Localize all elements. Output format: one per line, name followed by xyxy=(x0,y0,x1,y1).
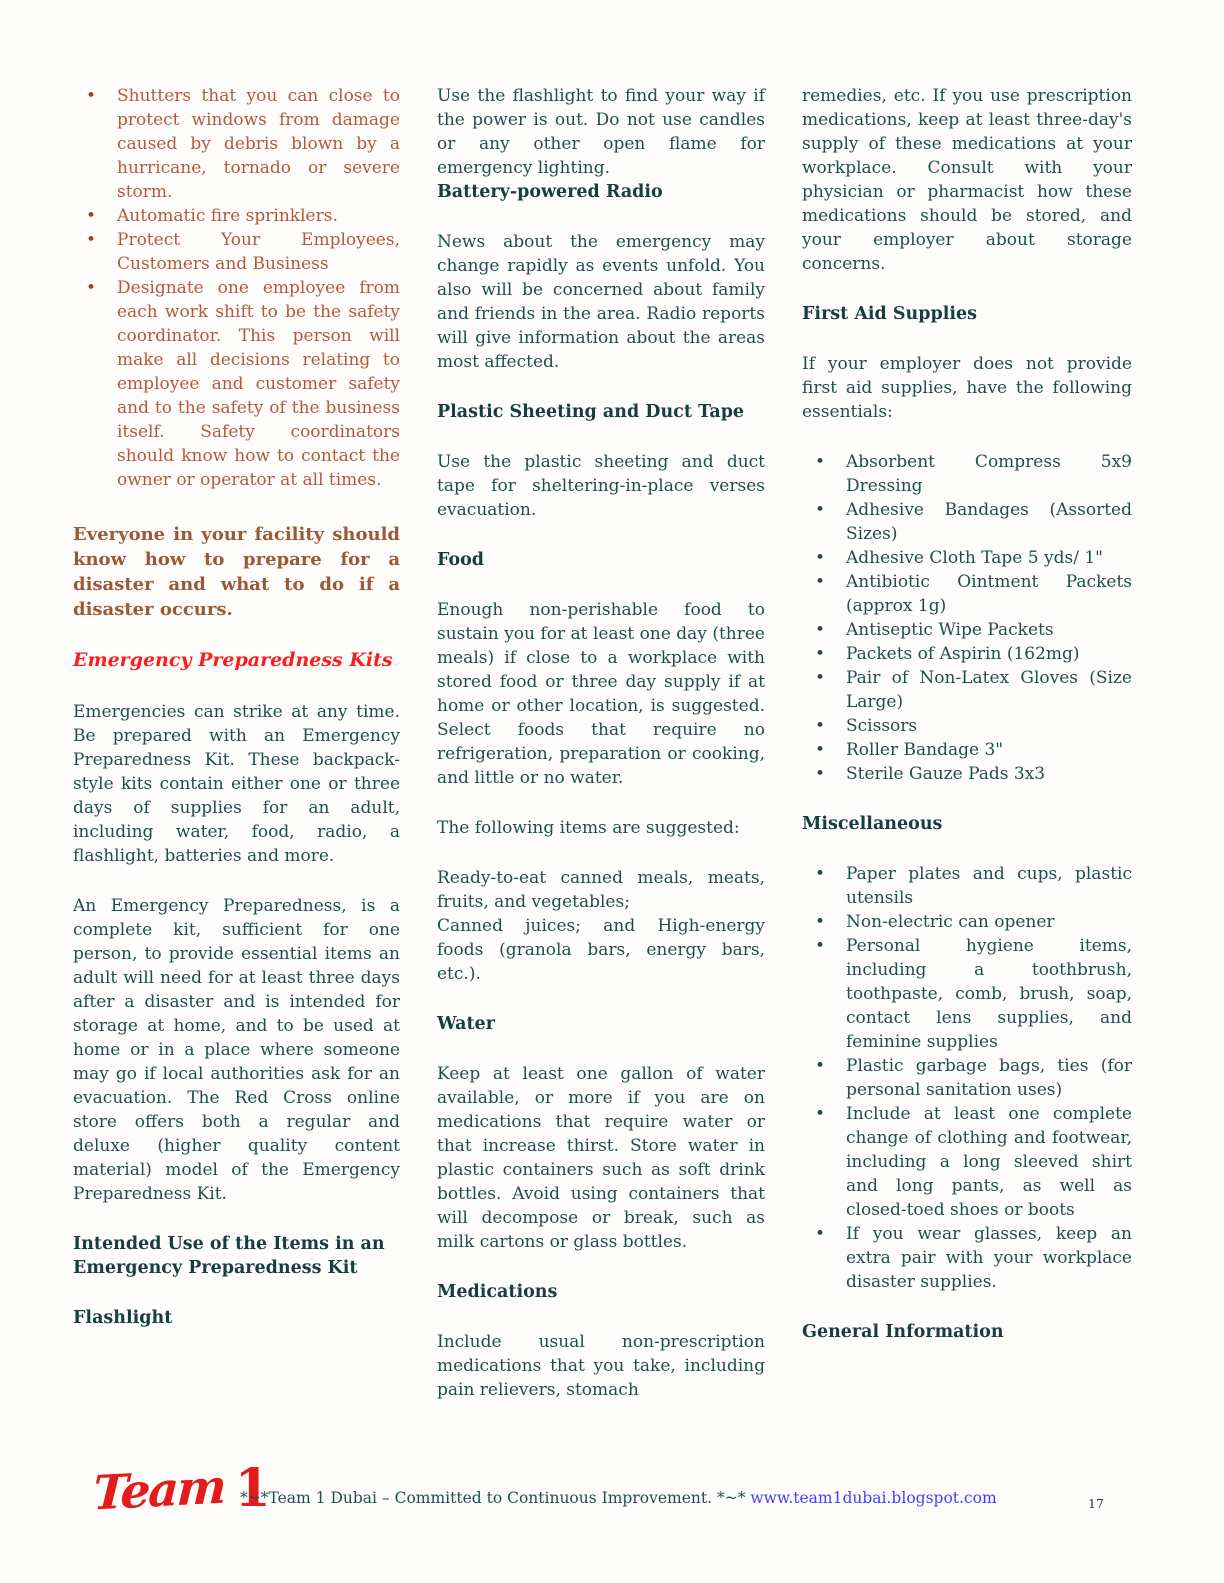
miscellaneous-item: • Include at least one complete change of clothing and footwear, including a long sleeved shirt and long pants, as well as closed-toed shoes or boots xyxy=(802,1102,1132,1222)
heading-food: Food xyxy=(437,550,485,570)
preparedness-bullet-list xyxy=(73,84,400,492)
team1-logo-script: Team xyxy=(91,1459,227,1522)
paragraph-plastic-sheeting: Use the plastic sheeting and duct tape for sheltering-in-place verses evacuation. xyxy=(437,452,765,520)
bullet-item-sprinklers: • Automatic fire sprinklers. xyxy=(73,204,400,228)
bullet-item-shutters: • Shutters that you can close to protect windows from damage caused by debris blown by a hurricane, tornado or severe storm. xyxy=(73,84,400,204)
heading-emergency-preparedness-kits: Emergency Preparedness Kits xyxy=(73,649,393,671)
miscellaneous-item: • Paper plates and cups, plastic utensils xyxy=(802,862,1132,910)
heading-battery-powered-radio: Battery-powered Radio xyxy=(437,182,663,202)
bullet-item-designate: • Designate one employee from each work shift to be the safety coordinator. This person will make all decisions relating to employee and customer safety and to the safety of the business itself. Safety coordinators should know how to contact the owner or operator at all times. xyxy=(73,276,400,492)
middle-column xyxy=(437,84,765,1428)
first-aid-item: • Antibiotic Ointment Packets (approx 1g) xyxy=(802,570,1132,618)
paragraph-items-suggested: The following items are suggested: xyxy=(437,818,740,838)
heading-plastic-sheeting: Plastic Sheeting and Duct Tape xyxy=(437,402,745,422)
left-column xyxy=(73,84,400,1428)
miscellaneous-item: • If you wear glasses, keep an extra pair with your workplace disaster supplies. xyxy=(802,1222,1132,1294)
first-aid-item: • Adhesive Bandages (Assorted Sizes) xyxy=(802,498,1132,546)
paragraph-first-aid-intro: If your employer does not provide first aid supplies, have the following essentials: xyxy=(802,354,1132,422)
bullet-item-protect: • Protect Your Employees, Customers and Business xyxy=(73,228,400,276)
first-aid-item: • Absorbent Compress 5x9 Dressing xyxy=(802,450,1132,498)
first-aid-item: • Sterile Gauze Pads 3x3 xyxy=(802,762,1132,786)
heading-flashlight: Flashlight xyxy=(73,1308,173,1328)
first-aid-item: • Adhesive Cloth Tape 5 yds/ 1" xyxy=(802,546,1132,570)
page-number: 17 xyxy=(1088,1496,1104,1511)
ready-to-eat-line1: Ready-to-eat canned meals, meats, fruits, and vegetables; xyxy=(437,868,765,912)
miscellaneous-item: • Plastic garbage bags, ties (for personal sanitation uses) xyxy=(802,1054,1132,1102)
first-aid-item: • Packets of Aspirin (162mg) xyxy=(802,642,1132,666)
emphasis-paragraph: Everyone in your facility should know how to prepare for a disaster and what to do if a disaster occurs. xyxy=(73,524,400,620)
team1-logo-numeral: 1 xyxy=(234,1458,271,1519)
paragraph-kits-1: Emergencies can strike at any time. Be prepared with an Emergency Preparedness Kit. These backpack-style kits contain either one or three days of supplies for an adult, including water, food, radio, a flashlight, batteries and more. xyxy=(73,702,400,866)
heading-water: Water xyxy=(437,1014,495,1034)
paragraph-flashlight-use: Use the flashlight to find your way if the power is out. Do not use candles or any other open flame for emergency lighting. xyxy=(437,86,765,178)
footer-tagline-text: *~*Team 1 Dubai – Committed to Continuous Improvement. *~* xyxy=(240,1489,746,1507)
paragraph-kits-2: An Emergency Preparedness, is a complete kit, sufficient for one person, to provide essential items an adult will need for at least three days after a disaster and is intended for storage at home, and to be used at home or in a place where someone may go if local authorities ask for an evacuation. The Red Cross online store offers both a regular and deluxe (higher quality content material) model of the Emergency Preparedness Kit. xyxy=(73,896,400,1204)
heading-intended-use: Intended Use of the Items in an Emergency Preparedness Kit xyxy=(73,1234,385,1278)
paragraph-water: Keep at least one gallon of water available, or more if you are on medications that require water or that increase thirst. Store water in plastic containers such as soft drink bottles. Avoid using containers that will decompose or break, such as milk cartons or glass bottles. xyxy=(437,1064,765,1252)
miscellaneous-item: • Non-electric can opener xyxy=(802,910,1132,934)
first-aid-item: • Scissors xyxy=(802,714,1132,738)
footer-blog-link[interactable]: www.team1dubai.blogspot.com xyxy=(750,1489,997,1507)
miscellaneous-list xyxy=(802,862,1132,1294)
paragraph-medications: Include usual non-prescription medications that you take, including pain relievers, stomach xyxy=(437,1332,765,1400)
heading-miscellaneous: Miscellaneous xyxy=(802,814,943,834)
right-column xyxy=(802,84,1132,1428)
paragraph-food: Enough non-perishable food to sustain you for at least one day (three meals) if close to a workplace with stored food or three day supply if at home or other location, is suggested. Select foods that require no refrigeration, preparation or cooking, and little or no water. xyxy=(437,600,765,788)
first-aid-item: • Roller Bandage 3" xyxy=(802,738,1132,762)
heading-medications: Medications xyxy=(437,1282,558,1302)
heading-first-aid-supplies: First Aid Supplies xyxy=(802,304,977,324)
heading-general-information: General Information xyxy=(802,1322,1004,1342)
first-aid-item: • Pair of Non-Latex Gloves (Size Large) xyxy=(802,666,1132,714)
paragraph-ready-to-eat xyxy=(437,866,765,986)
paragraph-remedies: remedies, etc. If you use prescription medications, keep at least three-day's supply of these medications at your workplace. Consult with your physician or pharmacist how these medications should be stored, and your employer about storage concerns. xyxy=(802,86,1132,274)
paragraph-radio-news: News about the emergency may change rapidly as events unfold. You also will be concerned about family and friends in the area. Radio reports will give information about the areas most affected. xyxy=(437,232,765,372)
three-column-layout xyxy=(73,84,1132,1428)
miscellaneous-item: • Personal hygiene items, including a toothbrush, toothpaste, comb, brush, soap, contact lens supplies, and feminine supplies xyxy=(802,934,1132,1054)
footer-tagline xyxy=(240,1489,997,1507)
first-aid-item: • Antiseptic Wipe Packets xyxy=(802,618,1132,642)
first-aid-list xyxy=(802,450,1132,786)
ready-to-eat-line2: Canned juices; and High-energy foods (granola bars, energy bars, etc.). xyxy=(437,916,765,984)
